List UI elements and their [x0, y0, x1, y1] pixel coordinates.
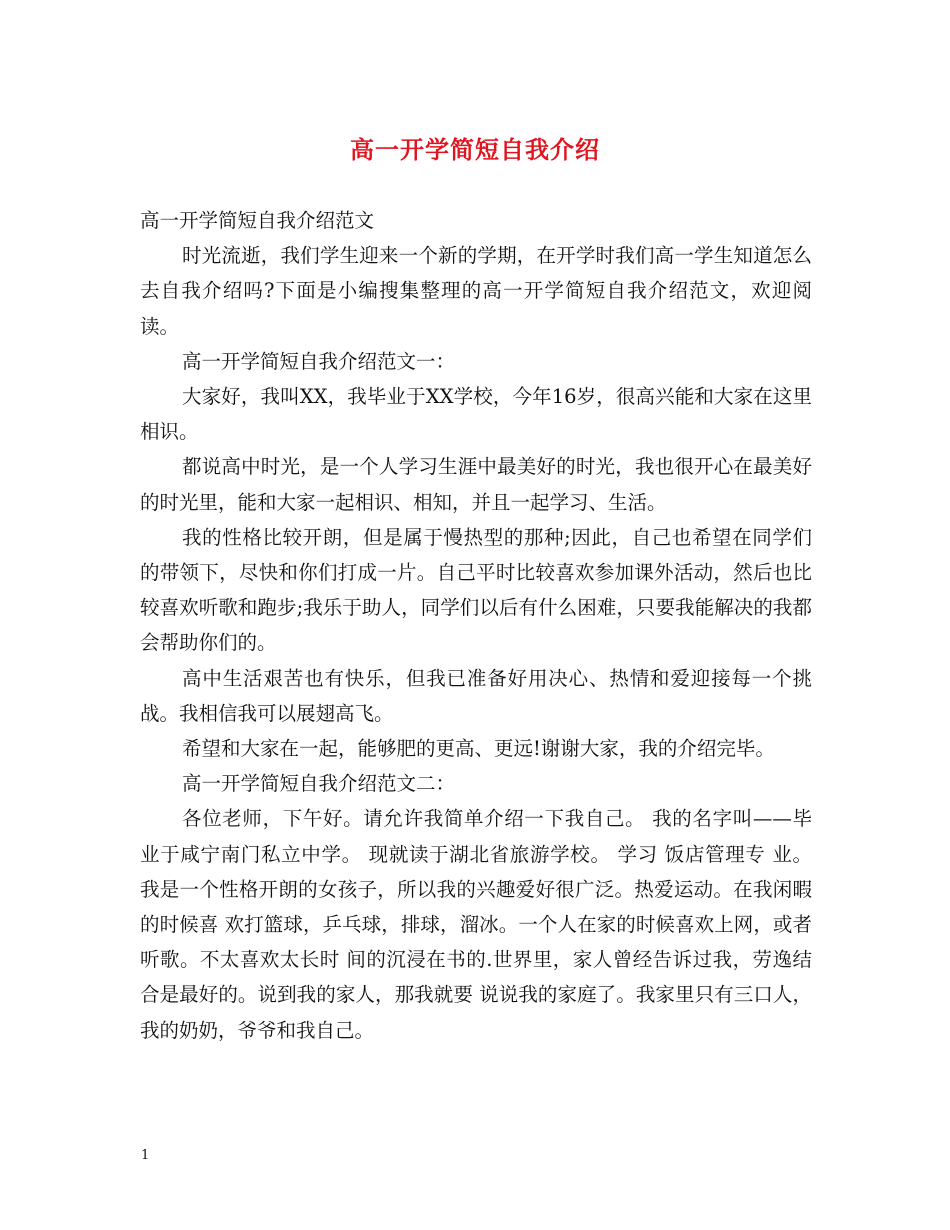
document-title: 高一开学简短自我介绍 [350, 135, 600, 164]
paragraph-subtitle: 高一开学简短自我介绍范文 [140, 209, 375, 232]
page-number: 1 [141, 1148, 150, 1163]
paragraph: 都说高中时光，是一个人学习生涯中最美好的时光，我也很开心在最美好的时光里，能和大家一起相识、相知，并且一起学习、生活。 [140, 455, 812, 514]
document-body [140, 203, 812, 1048]
section-heading: 高一开学简短自我介绍范文二： [182, 772, 456, 796]
paragraph: 大家好，我叫XX，我毕业于XX学校，今年16岁，很高兴能和大家在这里相识。 [140, 385, 812, 444]
paragraph: 希望和大家在一起，能够肥的更高、更远!谢谢大家，我的介绍完毕。 [182, 737, 775, 761]
paragraph: 各位老师，下午好。请允许我简单介绍一下我自己。 我的名字叫——毕业于咸宁南门私立中学。 现就读于湖北省旅游学校。 学习 饭店管理专 业。 我是一个性格开朗的女孩子，所以我的兴趣爱好很广泛。热爱运动。在我闲暇的时候喜 欢打篮球，乒乓球，排球，溜冰。一个人在家的时候喜欢上网，或者听歌。不太喜欢太长时 间的沉浸在书的.世界里，家人曾经告诉过我，劳逸结合是最好的。说到我的家人，那我就要 说说我的家庭了。我家里只有三口人，我的奶奶，爷爷和我自己。 [140, 807, 812, 1042]
section-heading: 高一开学简短自我介绍范文一： [182, 349, 456, 373]
paragraph: 时光流逝，我们学生迎来一个新的学期，在开学时我们高一学生知道怎么去自我介绍吗?下面是小编搜集整理的高一开学简短自我介绍范文，欢迎阅读。 [140, 244, 812, 338]
paragraph: 高中生活艰苦也有快乐，但我已准备好用决心、热情和爱迎接每一个挑战。我相信我可以展翅高飞。 [140, 666, 812, 725]
paragraph: 我的性格比较开朗，但是属于慢热型的那种;因此，自己也希望在同学们的带领下，尽快和你们打成一片。自己平时比较喜欢参加课外活动，然后也比较喜欢听歌和跑步;我乐于助人，同学们以后有什么困难，只要我能解决的我都会帮助你们的。 [140, 525, 812, 655]
